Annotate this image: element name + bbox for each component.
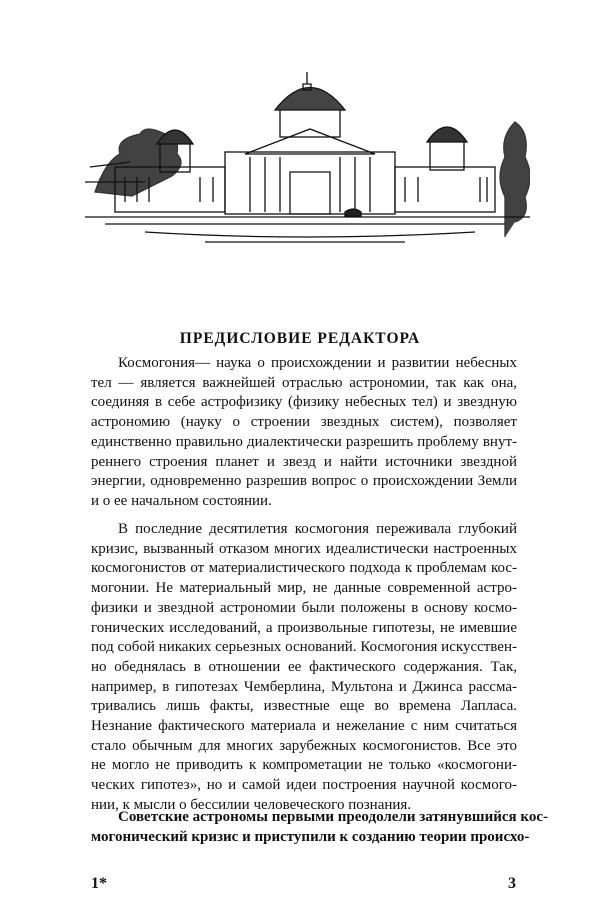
text-line: могонический кризис и приступили к созданию теории происхо- [91,828,530,845]
text-line: физики и звездной астрономии были положены в основу космо- [91,599,517,616]
text-line: но обеднялась в отношении ее фактического содержания. Так, [91,658,517,675]
text-line: могонии. Не материальный мир, не данные современной астро- [91,580,517,597]
text-line: реннего строения планет и звезд и найти источники звездной [91,453,517,470]
text-line: кризис, вызванный отказом многих идеалистически настроенных [91,540,517,557]
signature-mark: 1* [91,875,107,892]
text-line: гонических исследований, а произвольные гипотезы, не имевшие [91,619,517,636]
paragraph-3 [91,808,548,847]
text-line: Незнание фактического материала и нежелание с ним считаться [91,718,517,735]
text-line: соединяя в себе астрофизику (физику небесных тел) и звездную [91,394,517,411]
text-line: например, в гипотезах Чемберлина, Мультона и Джинса рассма- [91,678,517,695]
ground-lines [85,217,530,242]
text-line: Советские астрономы первыми преодолели затянувшийся кос- [118,809,548,825]
text-line: стало обычным для многих зарубежных космогонистов. Все это [91,737,517,754]
right-building [395,127,495,212]
page-number: 3 [508,875,516,892]
text-line: под собой никаких серьезных оснований. Космогония искусствен- [91,639,517,656]
text-line: Космогония— наука о происхождении и развитии небесных [118,355,517,371]
main-building [225,72,395,214]
observatory-illustration [85,72,530,252]
text-line: астрономию (науку о строении звездных систем), позволяет [91,414,517,431]
text-line: ческих гипотез», но и самой идеи построения научной космого- [91,777,517,794]
paragraph-2 [91,520,517,816]
text-line: энергии, одновременно разрешив вопрос о происхождении Земли [91,473,517,490]
text-line: нии, к мысли о бессилии человеческого познания. [91,796,412,813]
section-title: ПРЕДИСЛОВИЕ РЕДАКТОРА [179,330,421,347]
text-line: единственно правильно диалектически разрешить проблему внут- [91,433,517,450]
text-line: В последние десятилетия космогония переживала глубокий [118,521,517,537]
right-tree [500,122,530,237]
paragraph-1 [91,354,517,512]
text-line: не могло не приводить к компрометации не только «космогони- [91,757,517,774]
text-line: тривались лишь факты, известные еще во времена Лапласа. [91,698,517,715]
text-line: и о ее начальном состоянии. [91,492,272,509]
text-line: космогонистов от материалистического подхода к проблемам кос- [91,560,517,577]
text-line: тел — является важнейшей отраслью астрономии, так как она, [91,374,517,391]
